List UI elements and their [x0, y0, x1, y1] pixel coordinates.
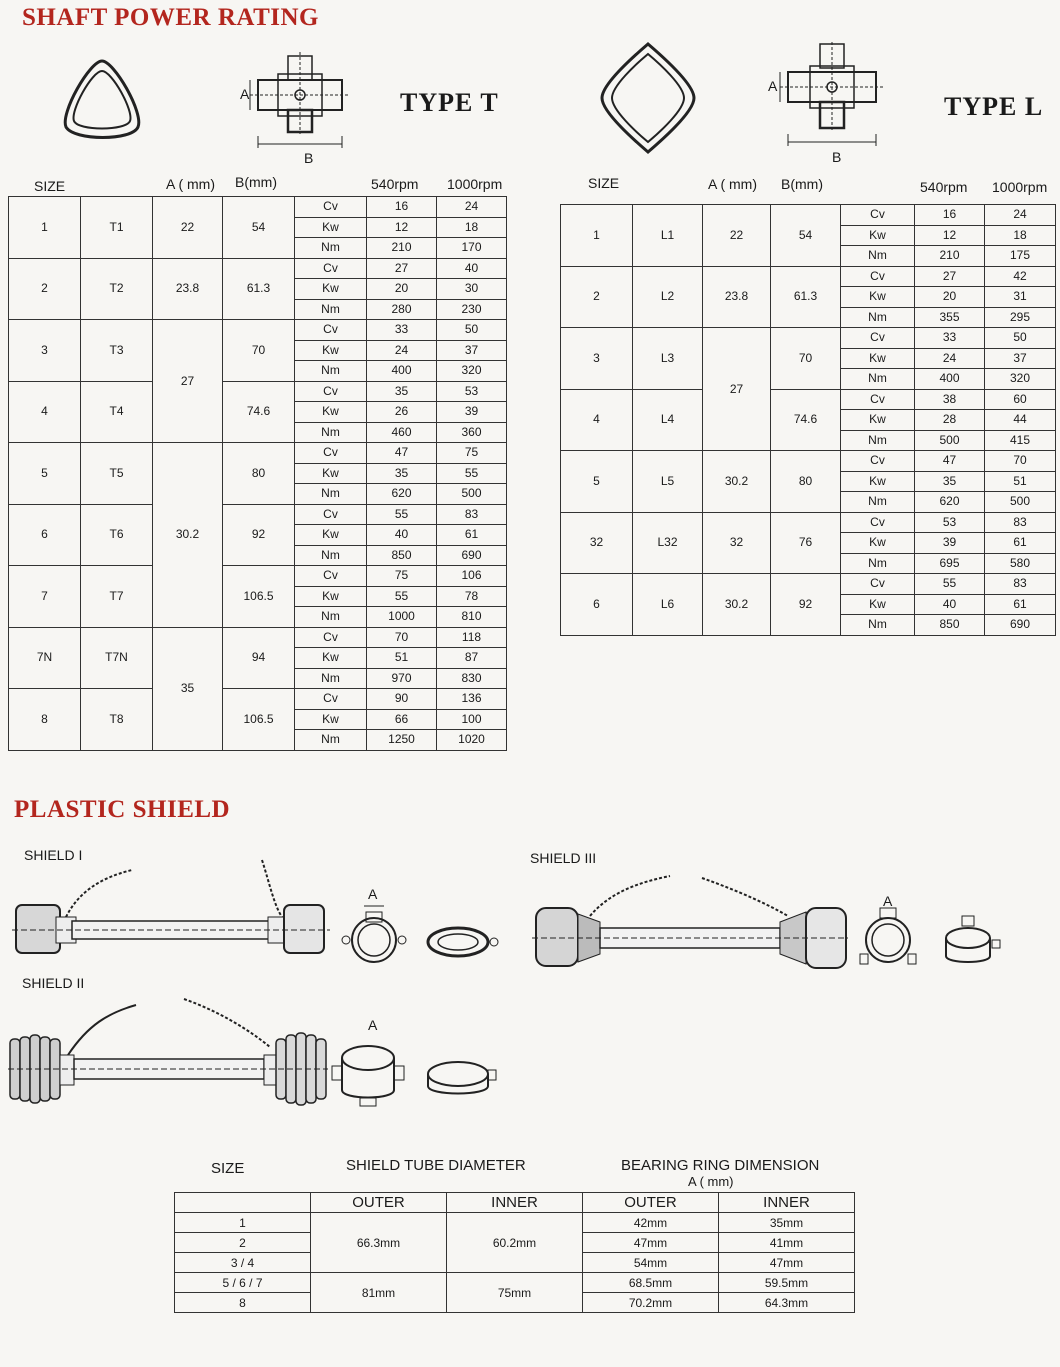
value-540rpm-cell: 55 [915, 574, 985, 595]
model-code-cell: T5 [81, 443, 153, 505]
header-a-mm: A ( mm) [166, 176, 215, 192]
value-1000rpm-cell: 24 [985, 205, 1056, 226]
table-row [9, 320, 507, 341]
value-540rpm-cell: 26 [367, 402, 437, 423]
value-540rpm-cell: 66 [367, 709, 437, 730]
value-540rpm-cell: 40 [915, 594, 985, 615]
value-1000rpm-cell: 18 [437, 217, 507, 238]
value-540rpm-cell: 38 [915, 389, 985, 410]
unit-cell: Nm [295, 299, 367, 320]
size-cell: 2 [9, 258, 81, 320]
a-mm-cell: 23.8 [703, 266, 771, 328]
unit-cell: Nm [841, 369, 915, 390]
unit-cell: Kw [841, 533, 915, 554]
unit-cell: Kw [295, 402, 367, 423]
unit-cell: Nm [295, 607, 367, 628]
value-540rpm-cell: 12 [367, 217, 437, 238]
section-title-plastic-shield: PLASTIC SHIELD [14, 796, 231, 823]
model-code-cell: T3 [81, 320, 153, 382]
unit-cell: Kw [841, 225, 915, 246]
value-1000rpm-cell: 170 [437, 238, 507, 259]
table-row [561, 328, 1056, 349]
shield-header-bearing-unit: A ( mm) [688, 1174, 734, 1189]
value-1000rpm-cell: 830 [437, 668, 507, 689]
a-mm-cell: 35 [153, 627, 223, 750]
value-540rpm-cell: 55 [367, 504, 437, 525]
value-540rpm-cell: 12 [915, 225, 985, 246]
value-540rpm-cell: 75 [367, 566, 437, 587]
tube-inner-cell: 75mm [447, 1273, 583, 1313]
b-mm-cell: 106.5 [223, 689, 295, 751]
b-mm-cell: 74.6 [223, 381, 295, 443]
header-1000rpm: 1000rpm [992, 179, 1048, 195]
value-1000rpm-cell: 500 [437, 484, 507, 505]
value-1000rpm-cell: 37 [985, 348, 1056, 369]
universal-joint-l-icon [772, 42, 892, 154]
value-1000rpm-cell: 175 [985, 246, 1056, 267]
tube-outer-cell: 81mm [311, 1273, 447, 1313]
unit-cell: Cv [295, 197, 367, 218]
bearing-outer-header: OUTER [583, 1193, 719, 1213]
dimension-label-a: A [368, 886, 378, 902]
unit-cell: Cv [841, 205, 915, 226]
value-540rpm-cell: 70 [367, 627, 437, 648]
type-t-title: TYPE T [400, 88, 499, 117]
value-540rpm-cell: 24 [915, 348, 985, 369]
value-1000rpm-cell: 61 [437, 525, 507, 546]
value-1000rpm-cell: 42 [985, 266, 1056, 287]
value-1000rpm-cell: 31 [985, 287, 1056, 308]
table-row [561, 266, 1056, 287]
unit-cell: Kw [295, 463, 367, 484]
value-540rpm-cell: 850 [367, 545, 437, 566]
unit-cell: Cv [841, 328, 915, 349]
b-mm-cell: 54 [223, 197, 295, 259]
model-code-cell: T4 [81, 381, 153, 443]
b-mm-cell: 106.5 [223, 566, 295, 628]
value-540rpm-cell: 400 [367, 361, 437, 382]
header-a-mm: A ( mm) [708, 176, 757, 192]
b-mm-cell: 92 [223, 504, 295, 566]
tube-outer-header: OUTER [311, 1193, 447, 1213]
value-1000rpm-cell: 100 [437, 709, 507, 730]
profile-triangular-icon [52, 55, 152, 155]
unit-cell: Kw [841, 348, 915, 369]
unit-cell: Nm [295, 422, 367, 443]
a-mm-cell: 22 [703, 205, 771, 267]
unit-cell: Kw [841, 287, 915, 308]
value-540rpm-cell: 355 [915, 307, 985, 328]
tube-inner-cell: 60.2mm [447, 1213, 583, 1273]
table-row [9, 443, 507, 464]
value-540rpm-cell: 460 [367, 422, 437, 443]
size-cell: 3 [561, 328, 633, 390]
unit-cell: Nm [295, 668, 367, 689]
unit-cell: Cv [295, 258, 367, 279]
b-mm-cell: 54 [771, 205, 841, 267]
unit-cell: Nm [841, 246, 915, 267]
value-540rpm-cell: 35 [367, 463, 437, 484]
unit-cell: Nm [295, 238, 367, 259]
unit-cell: Kw [295, 709, 367, 730]
b-mm-cell: 76 [771, 512, 841, 574]
value-1000rpm-cell: 61 [985, 594, 1056, 615]
b-mm-cell: 92 [771, 574, 841, 636]
value-1000rpm-cell: 40 [437, 258, 507, 279]
value-1000rpm-cell: 18 [985, 225, 1056, 246]
value-540rpm-cell: 20 [915, 287, 985, 308]
size-cell: 7 [9, 566, 81, 628]
bearing-ring-1-3d-icon [418, 922, 502, 962]
value-1000rpm-cell: 70 [985, 451, 1056, 472]
value-540rpm-cell: 51 [367, 648, 437, 669]
model-code-cell: T8 [81, 689, 153, 751]
table-row [9, 566, 507, 587]
value-540rpm-cell: 210 [915, 246, 985, 267]
diagram-label-a: A [240, 86, 250, 102]
diagram-label-b: B [304, 150, 314, 166]
value-540rpm-cell: 24 [367, 340, 437, 361]
table-row [9, 504, 507, 525]
value-540rpm-cell: 695 [915, 553, 985, 574]
header-1000rpm: 1000rpm [447, 176, 503, 192]
value-1000rpm-cell: 75 [437, 443, 507, 464]
value-540rpm-cell: 620 [367, 484, 437, 505]
header-540rpm: 540rpm [920, 179, 968, 195]
model-code-cell: L2 [633, 266, 703, 328]
shield-dimension-table [174, 1192, 855, 1313]
table-row [9, 689, 507, 710]
size-cell: 4 [561, 389, 633, 451]
b-mm-cell: 70 [223, 320, 295, 382]
type-t-rating-table [8, 196, 507, 751]
shield-3-drawing-icon [530, 872, 850, 972]
value-540rpm-cell: 47 [367, 443, 437, 464]
dimension-label-a: A [368, 1017, 378, 1033]
unit-cell: Cv [841, 389, 915, 410]
model-code-cell: L32 [633, 512, 703, 574]
value-540rpm-cell: 39 [915, 533, 985, 554]
unit-cell: Nm [841, 553, 915, 574]
shield-size-cell: 8 [175, 1293, 311, 1313]
unit-cell: Nm [841, 307, 915, 328]
table-row [561, 512, 1056, 533]
unit-cell: Nm [295, 730, 367, 751]
bearing-outer-cell: 70.2mm [583, 1293, 719, 1313]
value-540rpm-cell: 1000 [367, 607, 437, 628]
b-mm-cell: 61.3 [223, 258, 295, 320]
unit-cell: Cv [841, 451, 915, 472]
model-code-cell: T7N [81, 627, 153, 689]
a-mm-cell: 27 [153, 320, 223, 443]
value-1000rpm-cell: 500 [985, 492, 1056, 513]
b-mm-cell: 61.3 [771, 266, 841, 328]
value-1000rpm-cell: 61 [985, 533, 1056, 554]
table-row [9, 627, 507, 648]
header-540rpm: 540rpm [371, 176, 419, 192]
header-size: SIZE [588, 175, 620, 191]
value-540rpm-cell: 1250 [367, 730, 437, 751]
value-540rpm-cell: 16 [915, 205, 985, 226]
value-1000rpm-cell: 690 [985, 615, 1056, 636]
model-code-cell: L6 [633, 574, 703, 636]
value-540rpm-cell: 35 [915, 471, 985, 492]
size-cell: 5 [561, 451, 633, 513]
shield-header-bearing-ring: BEARING RING DIMENSION [621, 1157, 820, 1174]
unit-cell: Nm [841, 430, 915, 451]
value-1000rpm-cell: 136 [437, 689, 507, 710]
bearing-outer-cell: 42mm [583, 1213, 719, 1233]
a-mm-cell: 30.2 [153, 443, 223, 628]
unit-cell: Kw [841, 594, 915, 615]
value-540rpm-cell: 33 [367, 320, 437, 341]
table-row [9, 197, 507, 218]
b-mm-cell: 70 [771, 328, 841, 390]
value-540rpm-cell: 20 [367, 279, 437, 300]
model-code-cell: T2 [81, 258, 153, 320]
table-row [561, 574, 1056, 595]
a-mm-cell: 32 [703, 512, 771, 574]
shield-1-label: SHIELD I [24, 847, 83, 863]
bearing-ring-3-3d-icon [938, 912, 1002, 978]
value-1000rpm-cell: 87 [437, 648, 507, 669]
unit-cell: Kw [295, 217, 367, 238]
shield-3-label: SHIELD III [530, 850, 597, 866]
size-cell: 5 [9, 443, 81, 505]
value-1000rpm-cell: 580 [985, 553, 1056, 574]
table-row [561, 451, 1056, 472]
a-mm-cell: 27 [703, 328, 771, 451]
a-mm-cell: 30.2 [703, 451, 771, 513]
model-code-cell: L4 [633, 389, 703, 451]
header-size: SIZE [34, 178, 66, 194]
value-1000rpm-cell: 50 [985, 328, 1056, 349]
value-1000rpm-cell: 37 [437, 340, 507, 361]
value-1000rpm-cell: 44 [985, 410, 1056, 431]
unit-cell: Cv [841, 266, 915, 287]
b-mm-cell: 94 [223, 627, 295, 689]
diagram-label-a: A [768, 78, 778, 94]
a-mm-cell: 22 [153, 197, 223, 259]
section-title-shaft-power-rating: SHAFT POWER RATING [22, 4, 320, 31]
value-1000rpm-cell: 78 [437, 586, 507, 607]
size-cell: 1 [9, 197, 81, 259]
diagram-label-b: B [832, 149, 842, 165]
value-540rpm-cell: 280 [367, 299, 437, 320]
type-l-title: TYPE L [944, 92, 1044, 121]
value-540rpm-cell: 47 [915, 451, 985, 472]
table-row [561, 389, 1056, 410]
value-1000rpm-cell: 106 [437, 566, 507, 587]
value-1000rpm-cell: 50 [437, 320, 507, 341]
value-540rpm-cell: 55 [367, 586, 437, 607]
bearing-inner-cell: 41mm [719, 1233, 855, 1253]
universal-joint-t-icon [240, 52, 360, 156]
value-1000rpm-cell: 230 [437, 299, 507, 320]
unit-cell: Cv [295, 504, 367, 525]
bearing-ring-2-icon [330, 1028, 410, 1110]
size-cell: 8 [9, 689, 81, 751]
shield-header-size: SIZE [211, 1160, 245, 1177]
unit-cell: Cv [841, 512, 915, 533]
unit-cell: Nm [295, 545, 367, 566]
unit-cell: Cv [295, 689, 367, 710]
value-1000rpm-cell: 24 [437, 197, 507, 218]
value-540rpm-cell: 40 [367, 525, 437, 546]
unit-cell: Kw [841, 410, 915, 431]
value-540rpm-cell: 33 [915, 328, 985, 349]
size-cell: 2 [561, 266, 633, 328]
value-540rpm-cell: 27 [915, 266, 985, 287]
model-code-cell: L3 [633, 328, 703, 390]
shield-2-drawing-icon [8, 995, 330, 1105]
unit-cell: Nm [841, 492, 915, 513]
size-cell: 32 [561, 512, 633, 574]
model-code-cell: T6 [81, 504, 153, 566]
unit-cell: Kw [841, 471, 915, 492]
value-1000rpm-cell: 83 [437, 504, 507, 525]
shield-1-drawing-icon [12, 855, 332, 965]
table-row [9, 381, 507, 402]
a-mm-cell: 30.2 [703, 574, 771, 636]
value-540rpm-cell: 500 [915, 430, 985, 451]
bearing-outer-cell: 54mm [583, 1253, 719, 1273]
value-540rpm-cell: 400 [915, 369, 985, 390]
unit-cell: Cv [295, 443, 367, 464]
tube-outer-cell: 66.3mm [311, 1213, 447, 1273]
table-row [9, 258, 507, 279]
model-code-cell: T7 [81, 566, 153, 628]
unit-cell: Cv [295, 320, 367, 341]
unit-cell: Kw [295, 340, 367, 361]
value-1000rpm-cell: 1020 [437, 730, 507, 751]
value-540rpm-cell: 53 [915, 512, 985, 533]
value-540rpm-cell: 35 [367, 381, 437, 402]
size-cell: 7N [9, 627, 81, 689]
unit-cell: Cv [295, 566, 367, 587]
bearing-inner-cell: 59.5mm [719, 1273, 855, 1293]
value-1000rpm-cell: 690 [437, 545, 507, 566]
value-540rpm-cell: 16 [367, 197, 437, 218]
shield-size-cell: 2 [175, 1233, 311, 1253]
header-b-mm: B(mm) [235, 174, 277, 190]
unit-cell: Nm [295, 484, 367, 505]
value-540rpm-cell: 27 [367, 258, 437, 279]
unit-cell: Cv [295, 381, 367, 402]
unit-cell: Nm [841, 615, 915, 636]
unit-cell: Kw [295, 586, 367, 607]
bearing-inner-cell: 35mm [719, 1213, 855, 1233]
bearing-outer-cell: 68.5mm [583, 1273, 719, 1293]
shield-size-cell: 1 [175, 1213, 311, 1233]
value-1000rpm-cell: 55 [437, 463, 507, 484]
size-cell: 6 [9, 504, 81, 566]
bearing-inner-cell: 47mm [719, 1253, 855, 1273]
value-1000rpm-cell: 320 [985, 369, 1056, 390]
value-1000rpm-cell: 53 [437, 381, 507, 402]
shield-size-header-cell [175, 1193, 311, 1213]
value-1000rpm-cell: 320 [437, 361, 507, 382]
value-1000rpm-cell: 83 [985, 512, 1056, 533]
shield-header-tube-diameter: SHIELD TUBE DIAMETER [346, 1157, 526, 1174]
size-cell: 1 [561, 205, 633, 267]
unit-cell: Kw [295, 648, 367, 669]
tube-inner-header: INNER [447, 1193, 583, 1213]
value-1000rpm-cell: 60 [985, 389, 1056, 410]
model-code-cell: L5 [633, 451, 703, 513]
value-1000rpm-cell: 360 [437, 422, 507, 443]
value-1000rpm-cell: 83 [985, 574, 1056, 595]
value-1000rpm-cell: 39 [437, 402, 507, 423]
size-cell: 6 [561, 574, 633, 636]
value-540rpm-cell: 850 [915, 615, 985, 636]
b-mm-cell: 74.6 [771, 389, 841, 451]
value-540rpm-cell: 28 [915, 410, 985, 431]
shield-size-cell: 3 / 4 [175, 1253, 311, 1273]
type-l-rating-table [560, 204, 1056, 636]
profile-lemon-icon [598, 40, 698, 156]
unit-cell: Cv [841, 574, 915, 595]
unit-cell: Cv [295, 627, 367, 648]
table-row [561, 205, 1056, 226]
unit-cell: Nm [295, 361, 367, 382]
b-mm-cell: 80 [223, 443, 295, 505]
value-540rpm-cell: 970 [367, 668, 437, 689]
unit-cell: Kw [295, 279, 367, 300]
value-1000rpm-cell: 415 [985, 430, 1056, 451]
value-540rpm-cell: 210 [367, 238, 437, 259]
model-code-cell: L1 [633, 205, 703, 267]
header-b-mm: B(mm) [781, 176, 823, 192]
shield-2-label: SHIELD II [22, 975, 85, 991]
size-cell: 3 [9, 320, 81, 382]
bearing-inner-cell: 64.3mm [719, 1293, 855, 1313]
unit-cell: Kw [295, 525, 367, 546]
dimension-label-a: A [883, 893, 893, 909]
model-code-cell: T1 [81, 197, 153, 259]
bearing-ring-2-3d-icon [420, 1054, 500, 1106]
value-1000rpm-cell: 51 [985, 471, 1056, 492]
b-mm-cell: 80 [771, 451, 841, 513]
value-1000rpm-cell: 118 [437, 627, 507, 648]
shield-size-cell: 5 / 6 / 7 [175, 1273, 311, 1293]
size-cell: 4 [9, 381, 81, 443]
value-540rpm-cell: 90 [367, 689, 437, 710]
a-mm-cell: 23.8 [153, 258, 223, 320]
bearing-inner-header: INNER [719, 1193, 855, 1213]
value-1000rpm-cell: 810 [437, 607, 507, 628]
value-1000rpm-cell: 30 [437, 279, 507, 300]
value-1000rpm-cell: 295 [985, 307, 1056, 328]
bearing-outer-cell: 47mm [583, 1233, 719, 1253]
value-540rpm-cell: 620 [915, 492, 985, 513]
